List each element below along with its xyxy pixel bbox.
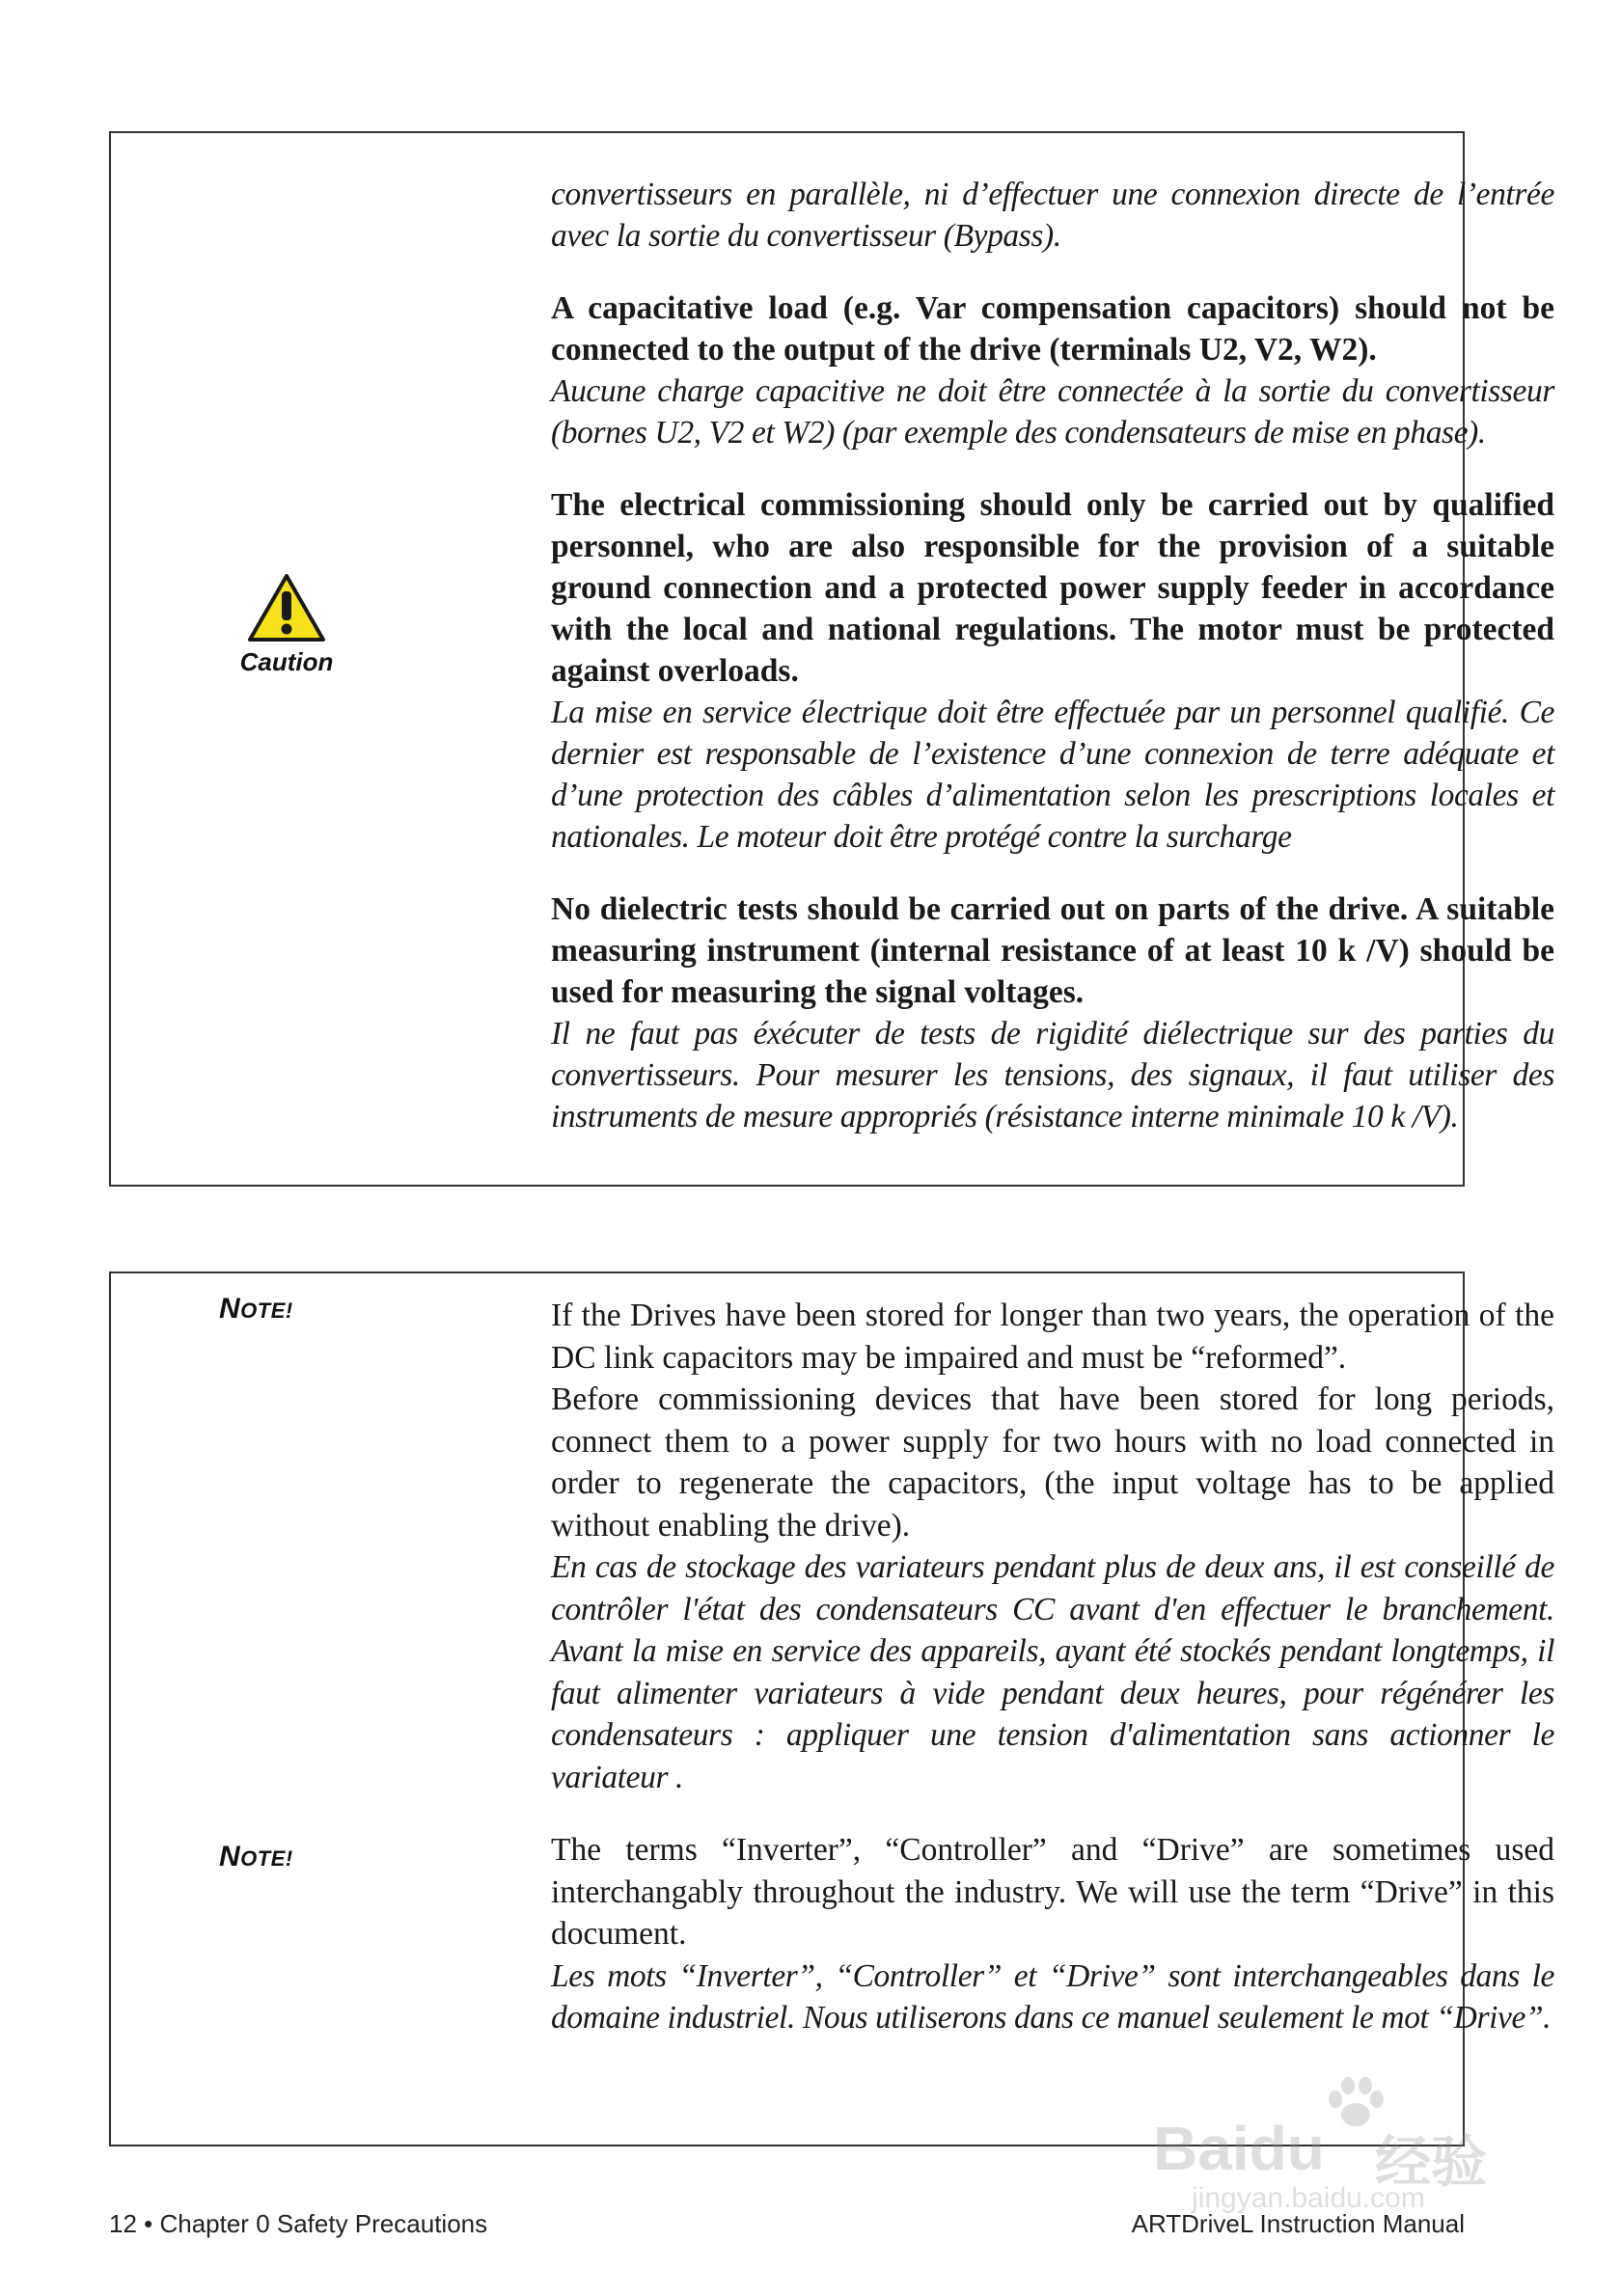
english-text: The terms “Inverter”, “Controller” and “Drive” are sometimes used interchangably throughout the industry. We will use the term “Drive” in this document.	[551, 1832, 1554, 1952]
watermark-url: jingyan.baidu.com	[1192, 2182, 1425, 2214]
english-text: A capacitative load (e.g. Var compensation capacitors) should not be connected to the output of the drive (terminals U2, V2, W2).	[551, 290, 1554, 368]
footer-manual-title: ARTDriveL Instruction Manual	[1131, 2209, 1465, 2238]
footer-page-info: 12 • Chapter 0 Safety Precautions	[109, 2209, 488, 2238]
note-label-initial: N	[219, 1293, 241, 1325]
french-text: Il ne faut pas éxécuter de tests de rigidité diélectrique sur des parties du convertisseurs. Pour mesurer les tensions, des signaux, il faut utiliser des instruments de mesure appropriés (résistance interne minimale 10 k /V).	[551, 1016, 1554, 1134]
caution-section	[551, 174, 1554, 257]
caution-label: Caution	[239, 647, 334, 676]
english-text: The electrical commissioning should only be carried out by qualified personnel, who are also responsible for the provision of a suitable ground connection and a protected power supply feeder in accordance with the local and national regulations. The motor must be protected against overloads.	[551, 487, 1554, 689]
caution-marker	[219, 572, 354, 677]
caution-section	[551, 287, 1554, 453]
french-text: Les mots “Inverter”, “Controller” et “Drive” sont interchangeables dans le domaine industriel. Nous utiliserons dans ce manuel seulement le mot “Drive”.	[551, 1957, 1554, 2036]
notes-box	[109, 1271, 1554, 2146]
french-text: Aucune charge capacitive ne doit être connectée à la sortie du convertisseur (bornes U2, V2 et W2) (par exemple des condensateurs de mise en phase).	[551, 373, 1554, 451]
watermark-brand: Baidu	[1153, 2114, 1325, 2183]
caution-section	[551, 888, 1554, 1137]
caution-box	[109, 131, 1554, 1187]
english-text: If the Drives have been stored for longer than two years, the operation of the DC link capacitors may be impaired and must be “reformed”.	[551, 1298, 1554, 1376]
note-label-rest: OTE!	[240, 1298, 293, 1323]
notes-text-column	[551, 1295, 1554, 2039]
baidu-watermark	[1153, 2074, 1539, 2219]
caution-text-column	[551, 174, 1554, 1168]
caution-section	[551, 484, 1554, 858]
note-label	[219, 1293, 293, 1326]
french-text: La mise en service électrique doit être effectuée par un personnel qualifié. Ce dernier est responsable de l’existence d’une connexion de terre adéquate et d’une protection des câbles d’alimentation selon les prescriptions locales et nationales. Le moteur doit être protégé contre la surcharge	[551, 695, 1554, 855]
note-item	[551, 1295, 1554, 1798]
warning-triangle-icon	[246, 572, 327, 643]
note-label	[219, 1841, 293, 1873]
french-text: convertisseurs en parallèle, ni d’effectuer une connexion directe de l’entrée avec la sortie du convertisseur (Bypass).	[551, 177, 1554, 254]
note-item	[551, 1829, 1554, 2039]
english-text: No dielectric tests should be carried out on parts of the drive. A suitable measuring instrument (internal resistance of at least 10 k /V) should be used for measuring the signal voltages.	[551, 891, 1554, 1010]
watermark-brand-cn: 经验	[1375, 2131, 1488, 2194]
note-label-initial: N	[219, 1841, 241, 1872]
french-text: En cas de stockage des variateurs pendant plus de deux ans, il est conseillé de contrôler l'état des condensateurs CC avant d'en effectuer le branchement. Avant la mise en service des appareils, ayant été stockés pendant longtemps, il faut alimenter variateurs à vide pendant deux heures, pour régénérer les condensateurs : appliquer une tension d'alimentation sans actionner le variateur .	[551, 1549, 1554, 1795]
note-label-rest: OTE!	[240, 1846, 293, 1871]
english-text: Before commissioning devices that have been stored for long periods, connect them to a power supply for two hours with no load connected in order to regenerate the capacitors, (the input voltage has to be applied without enabling the drive).	[551, 1381, 1554, 1544]
